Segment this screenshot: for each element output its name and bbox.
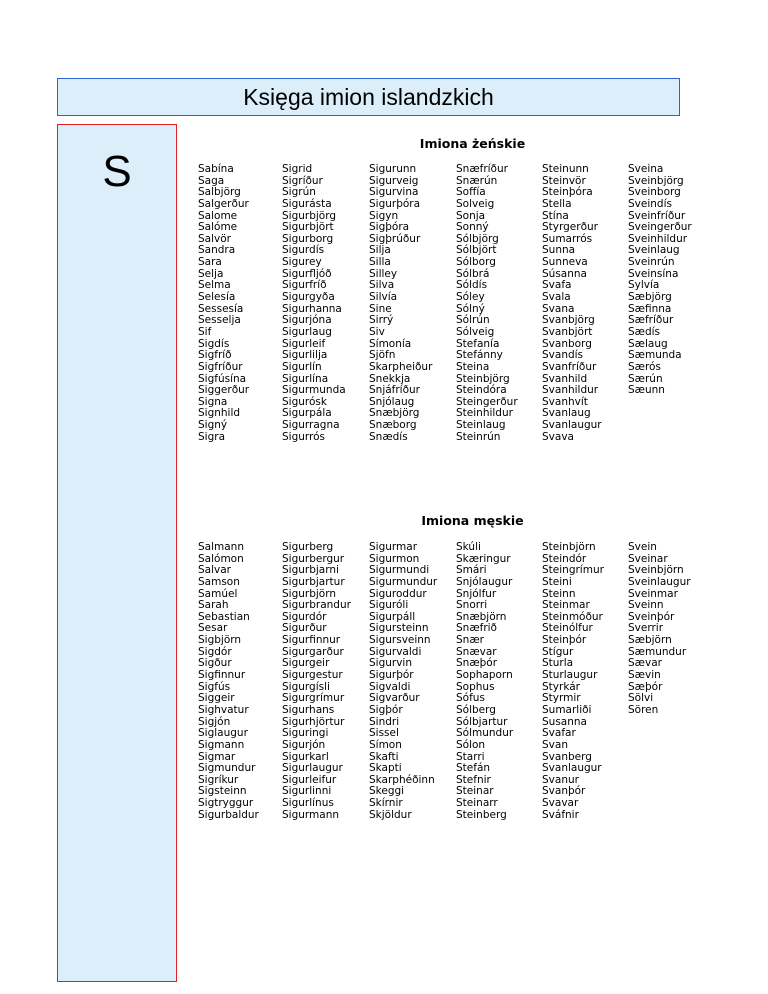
male-names-column-4 <box>456 542 513 821</box>
male-names-column-2 <box>282 542 351 821</box>
name-entry: Sigtryggur <box>198 797 254 810</box>
name-entry: Svanbjörg <box>542 314 595 327</box>
name-entry: Sine <box>369 302 392 315</box>
name-entry: Sveinborg <box>628 186 681 199</box>
name-entry: Særún <box>628 372 663 385</box>
name-entry: Steinrún <box>456 430 501 443</box>
section-letter: S <box>102 147 132 196</box>
name-entry: Samson <box>198 575 240 588</box>
name-entry: Styrmir <box>542 692 581 705</box>
name-entry: Sigurgyða <box>282 291 335 304</box>
name-entry: Svanlaugur <box>542 419 602 432</box>
name-entry: Sveindís <box>628 197 672 210</box>
name-entry: Sólbjört <box>456 244 497 257</box>
name-entry: Steinberg <box>456 808 507 821</box>
name-entry: Steini <box>542 575 572 588</box>
female-names-column-5 <box>542 164 602 443</box>
name-entry: Sigurlilja <box>282 349 328 362</box>
name-entry: Sigurbergur <box>282 552 345 565</box>
name-entry: Svanfríður <box>542 360 597 373</box>
name-entry: Sigríkur <box>198 773 239 786</box>
name-entry: Sólbjartur <box>456 715 508 728</box>
name-entry: Stefánny <box>456 349 503 362</box>
male-names-column-1 <box>198 542 259 821</box>
name-entry: Sigurragna <box>282 419 340 432</box>
name-entry: Sólrún <box>456 314 490 327</box>
name-entry: Silley <box>369 267 398 280</box>
name-entry: Svavar <box>542 797 579 810</box>
name-entry: Stella <box>542 197 572 210</box>
name-entry: Siguringi <box>282 727 329 740</box>
name-entry: Styrkár <box>542 680 580 693</box>
name-entry: Sigurgísli <box>282 680 330 693</box>
name-entry: Sonja <box>456 209 486 222</box>
name-entry: Sigurmar <box>369 541 418 553</box>
name-entry: Solveig <box>456 197 495 210</box>
name-entry: Stefanía <box>456 337 500 350</box>
name-entry: Sumarliði <box>542 703 592 716</box>
name-entry: Sören <box>628 703 659 716</box>
name-entry: Sólberg <box>456 703 496 716</box>
name-entry: Sylvía <box>628 279 660 292</box>
male-names-column-3 <box>369 542 437 821</box>
name-entry: Sesselja <box>198 314 241 327</box>
name-entry: Sigfúsína <box>198 372 247 385</box>
name-entry: Salómon <box>198 552 244 565</box>
name-entry: Siv <box>369 325 385 338</box>
name-entry: Sigurbrandur <box>282 599 351 612</box>
name-entry: Sandra <box>198 244 236 257</box>
name-entry: Sveinmar <box>628 587 678 600</box>
name-entry: Smári <box>456 564 487 577</box>
name-entry: Sváfnir <box>542 808 579 821</box>
name-entry: Svanborg <box>542 337 592 350</box>
name-entry: Snekkja <box>369 372 411 385</box>
name-entry: Siggeir <box>198 692 235 705</box>
name-entry: Sigurmann <box>282 808 340 821</box>
name-entry: Stefnir <box>456 773 491 786</box>
name-entry: Sveinrún <box>628 256 675 269</box>
name-entry: Svanbjört <box>542 325 593 338</box>
name-entry: Sæmunda <box>628 349 682 362</box>
name-entry: Sigurey <box>282 256 322 269</box>
name-entry: Sonný <box>456 221 489 234</box>
name-entry: Sölvi <box>628 692 654 705</box>
name-entry: Salome <box>198 209 238 222</box>
female-names-column-2 <box>282 164 346 443</box>
name-entry: Snædís <box>369 430 408 443</box>
name-entry: Sigurhjörtur <box>282 715 345 728</box>
name-entry: Sigþrúður <box>369 232 421 245</box>
name-entry: Sigurvaldi <box>369 645 422 658</box>
name-entry: Silva <box>369 279 395 292</box>
name-entry: Sverrir <box>628 622 664 635</box>
name-entry: Sveinar <box>628 552 668 565</box>
name-entry: Sveinsína <box>628 267 679 280</box>
name-entry: Salgerður <box>198 197 249 210</box>
name-entry: Sindri <box>369 715 400 728</box>
name-entry: Skapti <box>369 762 402 775</box>
name-entry: Sigjón <box>198 715 231 728</box>
name-entry: Sumarrós <box>542 232 593 245</box>
female-names-column-3 <box>369 164 432 443</box>
name-entry: Sturlaugur <box>542 669 598 682</box>
name-entry: Sigurmon <box>369 552 420 565</box>
name-entry: Steindór <box>542 552 587 565</box>
name-entry: Steinarr <box>456 797 498 810</box>
name-entry: Steina <box>456 360 490 373</box>
name-entry: Steinmar <box>542 599 590 612</box>
name-entry: Svava <box>542 430 574 443</box>
name-entry: Sigurgeir <box>282 657 330 670</box>
name-entry: Sveinbjörn <box>628 564 684 577</box>
name-entry: Sigurgrímur <box>282 692 345 705</box>
letter-sidebar <box>57 124 177 982</box>
name-entry: Sóley <box>456 291 485 304</box>
name-entry: Steinólfur <box>542 622 593 635</box>
name-entry: Sigurjón <box>282 738 326 751</box>
name-entry: Sæþór <box>628 680 663 693</box>
name-entry: Starri <box>456 750 485 763</box>
name-entry: Sirrý <box>369 314 394 327</box>
name-entry: Sólmundur <box>456 727 514 740</box>
name-entry: Sigurhanna <box>282 302 342 315</box>
name-entry: Skúli <box>456 541 481 553</box>
name-entry: Steinlaug <box>456 419 506 432</box>
name-entry: Sæfríður <box>628 314 674 327</box>
name-entry: Sólbjörg <box>456 232 499 245</box>
name-entry: Sólveig <box>456 325 495 338</box>
name-entry: Selja <box>198 267 224 280</box>
name-entry: Silla <box>369 256 391 269</box>
name-entry: Sif <box>198 325 212 338</box>
name-entry: Siguróli <box>369 599 409 612</box>
name-entry: Sigurður <box>282 622 327 635</box>
name-entry: Sóldís <box>456 279 488 292</box>
name-entry: Snævar <box>456 645 497 658</box>
name-entry: Sighvatur <box>198 703 249 716</box>
female-names-column-6 <box>628 164 692 397</box>
name-entry: Sigurpáll <box>369 610 416 623</box>
name-entry: Sævin <box>628 669 661 682</box>
female-names-column-1 <box>198 164 249 443</box>
name-entry: Skafti <box>369 750 399 763</box>
name-entry: Sigurpála <box>282 407 332 420</box>
name-entry: Selma <box>198 279 231 292</box>
name-entry: Sólbrá <box>456 267 490 280</box>
name-entry: Snærún <box>456 174 498 187</box>
name-entry: Sólon <box>456 738 486 751</box>
name-entry: Sigurrós <box>282 430 326 443</box>
name-entry: Sigurbaldur <box>198 808 259 821</box>
name-entry: Soffía <box>456 186 486 199</box>
name-entry: Sigurleif <box>282 337 326 350</box>
name-entry: Sveina <box>628 163 664 175</box>
name-entry: Snær <box>456 634 484 647</box>
female-names-heading: Imiona żeńskie <box>419 136 526 151</box>
name-entry: Svan <box>542 738 568 751</box>
name-entry: Sigríður <box>282 174 323 187</box>
name-entry: Siguroddur <box>369 587 427 600</box>
name-entry: Svanþór <box>542 785 586 798</box>
name-entry: Svanlaug <box>542 407 591 420</box>
name-entry: Sigurgarður <box>282 645 344 658</box>
name-entry: Sigurberg <box>282 541 334 553</box>
name-entry: Steinvör <box>542 174 586 187</box>
name-entry: Sigþóra <box>369 221 410 234</box>
name-entry: Saga <box>198 174 225 187</box>
name-entry: Sveinn <box>628 599 664 612</box>
name-entry: Salóme <box>198 221 238 234</box>
name-entry: Salbjörg <box>198 186 241 199</box>
name-entry: Sigurvina <box>369 186 419 199</box>
name-entry: Svanhvít <box>542 395 588 408</box>
name-entry: Stígur <box>542 645 574 658</box>
name-entry: Skírnir <box>369 797 403 810</box>
name-entry: Samúel <box>198 587 238 600</box>
book-title <box>57 78 680 116</box>
name-entry: Sara <box>198 256 222 269</box>
name-entry: Snæbjörg <box>369 407 420 420</box>
name-entry: Sigurdór <box>282 610 327 623</box>
name-entry: Sunna <box>542 244 576 257</box>
name-entry: Svafar <box>542 727 576 740</box>
name-entry: Selesía <box>198 291 236 304</box>
name-entry: Stína <box>542 209 569 222</box>
name-entry: Sæbjörg <box>628 291 672 304</box>
name-entry: Sigurvin <box>369 657 413 670</box>
name-entry: Sigurmundi <box>369 564 430 577</box>
name-entry: Sigurþóra <box>369 197 421 210</box>
name-entry: Snjólaugur <box>456 575 513 588</box>
name-entry: Svafa <box>542 279 572 292</box>
name-entry: Steinþór <box>542 634 587 647</box>
name-entry: Sarah <box>198 599 229 612</box>
name-entry: Svein <box>628 541 657 553</box>
name-entry: Steingrímur <box>542 564 604 577</box>
name-entry: Sophus <box>456 680 495 693</box>
name-entry: Sigurveig <box>369 174 419 187</box>
name-entry: Sigurfríð <box>282 279 327 292</box>
name-entry: Sigurlaugur <box>282 762 343 775</box>
name-entry: Sólný <box>456 302 485 315</box>
name-entry: Steinhildur <box>456 407 513 420</box>
book-title-text: Księga imion islandzkich <box>243 83 494 110</box>
name-entry: Snjáfríður <box>369 384 420 397</box>
name-entry: Svanur <box>542 773 579 786</box>
name-entry: Sigurlínus <box>282 797 334 810</box>
name-entry: Snjólaug <box>369 395 415 408</box>
name-entry: Susanna <box>542 715 587 728</box>
name-entry: Sigurþór <box>369 669 414 682</box>
name-entry: Sigurkarl <box>282 750 329 763</box>
name-entry: Silja <box>369 244 391 257</box>
name-entry: Signa <box>198 395 228 408</box>
name-entry: Sigður <box>198 657 232 670</box>
name-entry: Sigurfinnur <box>282 634 341 647</box>
name-entry: Snæþór <box>456 657 498 670</box>
name-entry: Steinbjörg <box>456 372 510 385</box>
name-entry: Sigrid <box>282 163 313 175</box>
name-entry: Sigyn <box>369 209 399 222</box>
name-entry: Sófus <box>456 692 485 705</box>
name-entry: Sigmar <box>198 750 236 763</box>
name-entry: Sigurlín <box>282 360 322 373</box>
name-entry: Sjöfn <box>369 349 396 362</box>
name-entry: Sveinbjörg <box>628 174 684 187</box>
name-entry: Sturla <box>542 657 574 670</box>
name-entry: Sigursveinn <box>369 634 431 647</box>
name-entry: Sigurbjörg <box>282 209 337 222</box>
name-entry: Steinunn <box>542 163 589 175</box>
name-entry: Sæbjörn <box>628 634 672 647</box>
name-entry: Sólborg <box>456 256 496 269</box>
name-entry: Snjólfur <box>456 587 497 600</box>
name-entry: Sigurmundur <box>369 575 438 588</box>
name-entry: Snorri <box>456 599 488 612</box>
male-names-heading: Imiona męskie <box>421 513 524 528</box>
name-entry: Sædís <box>628 325 661 338</box>
name-entry: Sigsteinn <box>198 785 247 798</box>
name-entry: Sigfinnur <box>198 669 246 682</box>
name-entry: Sophaporn <box>456 669 513 682</box>
name-entry: Sælaug <box>628 337 668 350</box>
name-entry: Sigfríður <box>198 360 243 373</box>
name-entry: Skæringur <box>456 552 511 565</box>
name-entry: Sigurborg <box>282 232 334 245</box>
name-entry: Svanlaugur <box>542 762 602 775</box>
name-entry: Sveingerður <box>628 221 692 234</box>
name-entry: Sveinhildur <box>628 232 688 245</box>
name-entry: Sigurfljóð <box>282 267 332 280</box>
name-entry: Siggerður <box>198 384 250 397</box>
name-entry: Sigursteinn <box>369 622 429 635</box>
name-entry: Skjöldur <box>369 808 412 821</box>
name-entry: Sissel <box>369 727 399 740</box>
name-entry: Sigurásta <box>282 197 332 210</box>
name-entry: Sigurlinni <box>282 785 332 798</box>
male-names-column-5 <box>542 542 604 821</box>
name-entry: Sigurlaug <box>282 325 332 338</box>
name-entry: Sigmann <box>198 738 245 751</box>
name-entry: Sebastian <box>198 610 250 623</box>
name-entry: Sveinlaug <box>628 244 680 257</box>
name-entry: Sigfríð <box>198 349 232 362</box>
name-entry: Sigurhans <box>282 703 335 716</box>
name-entry: Símonía <box>369 337 412 350</box>
name-entry: Sigurleifur <box>282 773 337 786</box>
name-entry: Sunneva <box>542 256 588 269</box>
female-names-column-4 <box>456 164 518 443</box>
name-entry: Steingerður <box>456 395 518 408</box>
name-entry: Sessesía <box>198 302 244 315</box>
male-names-column-6 <box>628 542 691 717</box>
name-entry: Snæfríður <box>456 163 508 175</box>
name-entry: Stefán <box>456 762 491 775</box>
name-entry: Styrgerður <box>542 221 598 234</box>
name-entry: Svana <box>542 302 575 315</box>
name-entry: Svanhildur <box>542 384 599 397</box>
name-entry: Salvar <box>198 564 231 577</box>
name-entry: Svala <box>542 291 571 304</box>
name-entry: Sæfinna <box>628 302 672 315</box>
name-entry: Sigmundur <box>198 762 256 775</box>
name-entry: Sævar <box>628 657 662 670</box>
name-entry: Sigurjóna <box>282 314 332 327</box>
name-entry: Skarpheiður <box>369 360 433 373</box>
name-entry: Sigvaldi <box>369 680 411 693</box>
name-entry: Sabína <box>198 163 234 175</box>
name-entry: Sveinfríður <box>628 209 686 222</box>
name-entry: Steinþóra <box>542 186 593 199</box>
name-entry: Salmann <box>198 541 244 553</box>
name-entry: Sigdór <box>198 645 232 658</box>
name-entry: Sigurdís <box>282 244 325 257</box>
name-entry: Snæfrið <box>456 622 497 635</box>
name-entry: Sigvarður <box>369 692 420 705</box>
name-entry: Sigurbjartur <box>282 575 345 588</box>
name-entry: Svandís <box>542 349 584 362</box>
name-entry: Snæborg <box>369 419 417 432</box>
name-entry: Sigurmunda <box>282 384 346 397</box>
name-entry: Silvía <box>369 291 398 304</box>
name-entry: Sveinþór <box>628 610 675 623</box>
name-entry: Sigfús <box>198 680 231 693</box>
name-entry: Sigurbjarni <box>282 564 339 577</box>
name-entry: Steinar <box>456 785 494 798</box>
name-entry: Símon <box>369 738 402 751</box>
name-entry: Sigurbjört <box>282 221 334 234</box>
name-entry: Sveinlaugur <box>628 575 691 588</box>
name-entry: Svanhild <box>542 372 588 385</box>
name-entry: Sigra <box>198 430 225 443</box>
name-entry: Skarphéðinn <box>369 773 435 786</box>
name-entry: Sigurbjörn <box>282 587 337 600</box>
name-entry: Siglaugur <box>198 727 248 740</box>
name-entry: Sæunn <box>628 384 665 397</box>
name-entry: Sigurunn <box>369 163 417 175</box>
name-entry: Sæmundur <box>628 645 687 658</box>
name-entry: Sigurósk <box>282 395 327 408</box>
name-entry: Sigurgestur <box>282 669 343 682</box>
name-entry: Signý <box>198 419 228 432</box>
name-entry: Sigbjörn <box>198 634 242 647</box>
name-entry: Sigdís <box>198 337 230 350</box>
name-entry: Særós <box>628 360 661 373</box>
name-entry: Steinbjörn <box>542 541 596 553</box>
name-entry: Salvör <box>198 232 231 245</box>
name-entry: Súsanna <box>542 267 587 280</box>
name-entry: Steinn <box>542 587 576 600</box>
name-entry: Sigþór <box>369 703 403 716</box>
name-entry: Skeggi <box>369 785 405 798</box>
name-entry: Sigurlína <box>282 372 329 385</box>
name-entry: Snæbjörn <box>456 610 507 623</box>
name-entry: Steinmóður <box>542 610 603 623</box>
name-entry: Sigrún <box>282 186 316 199</box>
name-entry: Svanberg <box>542 750 592 763</box>
name-entry: Sesar <box>198 622 228 635</box>
name-entry: Signhild <box>198 407 241 420</box>
name-entry: Steindóra <box>456 384 507 397</box>
